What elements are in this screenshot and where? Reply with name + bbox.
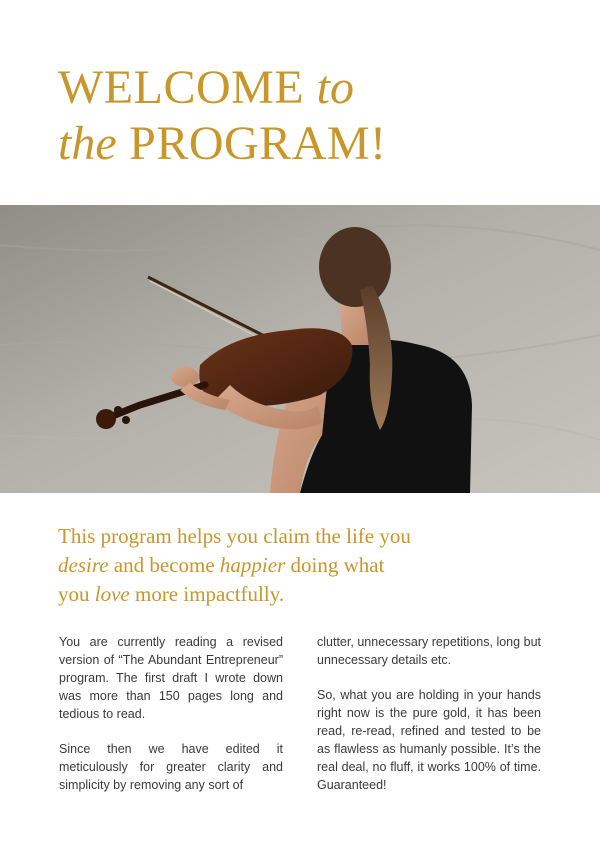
tagline-line-2 — [58, 551, 558, 580]
violinist-photo — [0, 205, 600, 493]
title-welcome: WELCOME — [58, 61, 305, 114]
tagline-end: doing what — [285, 553, 385, 577]
body-column-left — [59, 633, 283, 811]
page-title — [58, 60, 558, 172]
body-paragraph: clutter, unnecessary repetitions, long but unnecessary details etc. — [317, 635, 541, 667]
tagline-line-1: This program helps you claim the life you — [58, 524, 411, 548]
tagline-mid: and become — [108, 553, 220, 577]
tagline-you: you — [58, 582, 95, 606]
tagline-love: love — [94, 582, 130, 606]
title-line-1 — [58, 60, 558, 116]
tagline-happier: happier — [219, 553, 286, 577]
tagline-desire: desire — [58, 553, 109, 577]
body-paragraph: You are currently reading a revised version of “The Abundant Entrepreneur” program. The first draft I wrote down was more than 150 pages long and tedious to read. — [59, 635, 283, 721]
title-the: the — [58, 117, 117, 170]
tagline-more: more impactfully. — [129, 582, 285, 606]
body-column-right — [317, 633, 541, 811]
title-program: PROGRAM! — [129, 117, 387, 170]
body-paragraph: Since then we have edited it meticulously for greater clarity and simplicity by removing any sort of — [59, 742, 283, 792]
title-to: to — [316, 61, 354, 114]
violinist-illustration — [0, 205, 600, 493]
body-paragraph: So, what you are holding in your hands right now is the pure gold, it has been read, re-read, refined and tested to be as flawless as humanly possible. It’s the real deal, no fluff, it works 100% of time. Guaranteed! — [317, 688, 541, 792]
tagline — [58, 522, 558, 609]
title-line-2 — [58, 116, 558, 172]
tagline-line-3 — [58, 580, 558, 609]
